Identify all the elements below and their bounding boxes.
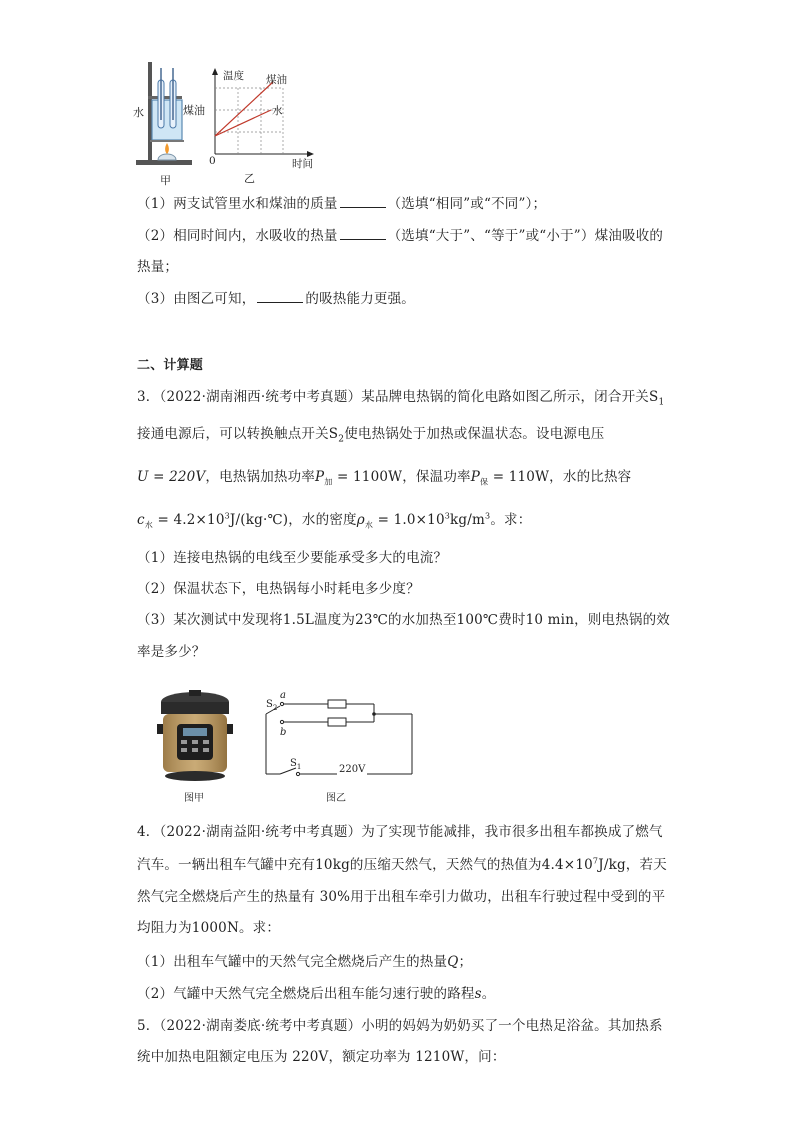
q5-line1: 5．（2022·湖南娄底·统考中考真题）小明的妈妈为奶奶买了一个电热足浴盆。其加热系	[137, 1018, 663, 1034]
q3-line3: U = 220V，电热锅加热功率$P_加 = 1100W$，保温功率$P_保 = 110W$，水的比热容	[137, 469, 632, 487]
q3-sub3-cont: 率是多少？	[137, 644, 206, 660]
section-title: 二、计算题	[137, 358, 204, 373]
q4-line1: 4．（2022·湖南益阳·统考中考真题）为了实现节能减排，我市很多出租车都换成了燃气	[137, 824, 663, 840]
circuit-label-a: a	[280, 690, 286, 701]
heating-apparatus-figure	[130, 60, 200, 180]
q4-line4: 均阻力为1000N。求：	[137, 920, 281, 936]
electric-cooker-image	[155, 688, 235, 786]
circuit-label-s1: $S_1$	[290, 758, 302, 771]
graph-ylabel: 温度	[223, 70, 244, 82]
circuit-voltage: 220V	[339, 764, 366, 775]
caption-jia: 甲	[160, 174, 171, 187]
answer-blank	[340, 227, 386, 240]
q5-line2: 统中加热电阻额定电压为 220V，额定功率为 1210W，问：	[137, 1049, 506, 1065]
circuit-label-s2: $S_2$	[266, 699, 278, 712]
q2-sub2-cont: 热量；	[137, 259, 179, 275]
q3-sub1: （1）连接电热锅的电线至少要能承受多大的电流？	[137, 550, 448, 566]
q4-sub2: （2）气罐中天然气完全燃烧后出租车能匀速行驶的路程s。	[137, 986, 496, 1002]
kerosene-line	[215, 82, 273, 136]
q4-line2: 汽车。一辆出租车气罐中充有10kg的压缩天然气，天然气的热值为$4.4\times 10^7J/kg$，若天	[137, 856, 667, 873]
label-water: 水	[133, 106, 144, 119]
q4-line3: 然气完全燃烧后产生的热量有 30%用于出租车牵引力做功，出租车行驶过程中受到的平	[137, 889, 666, 905]
q2-sub3: （3）由图乙可知， 的吸热能力更强。	[137, 291, 415, 307]
answer-blank	[257, 290, 303, 303]
q3-line4: $c_水$ = $4.2\times 10^3J/(kg\cdot℃)$，水的密度$\rho_水 = 1.0\times 10^3kg/m^3$。求：	[137, 511, 532, 530]
q2-sub1: （1）两支试管里水和煤油的质量 （选填“相同”或“不同”）；	[137, 196, 547, 212]
fig-caption-jia: 图甲	[184, 793, 204, 804]
q3-line2: 接通电源后，可以转换触点开关$S_2$使电热锅处于加热或保温状态。设电源电压	[137, 426, 605, 445]
graph-kerosene-label: 煤油	[266, 74, 287, 86]
fig-caption-yi: 图乙	[326, 793, 346, 804]
q2-sub2: （2）相同时间内，水吸收的热量 （选填“大于”、“等于”或“小于”）煤油吸收的	[137, 228, 664, 244]
q3-sub2: （2）保温状态下，电热锅每小时耗电多少度？	[137, 581, 420, 597]
circuit-label-b: b	[280, 727, 287, 738]
graph-xlabel: 时间	[292, 158, 313, 170]
answer-blank	[340, 195, 386, 208]
q4-sub1: （1）出租车气罐中的天然气完全燃烧后产生的热量Q；	[137, 954, 473, 970]
graph-origin: 0	[209, 155, 216, 167]
label-kerosene: 煤油	[183, 104, 205, 117]
caption-yi: 乙	[244, 172, 255, 185]
graph-water-label: 水	[272, 105, 283, 117]
q3-line1: 3．（2022·湖南湘西·统考中考真题）某品牌电热锅的简化电路如图乙所示，闭合开关$S_1$	[137, 389, 665, 408]
q3-sub3: （3）某次测试中发现将1.5L温度为23℃的水加热至100℃费时10 min，则电热锅的效	[137, 612, 670, 628]
